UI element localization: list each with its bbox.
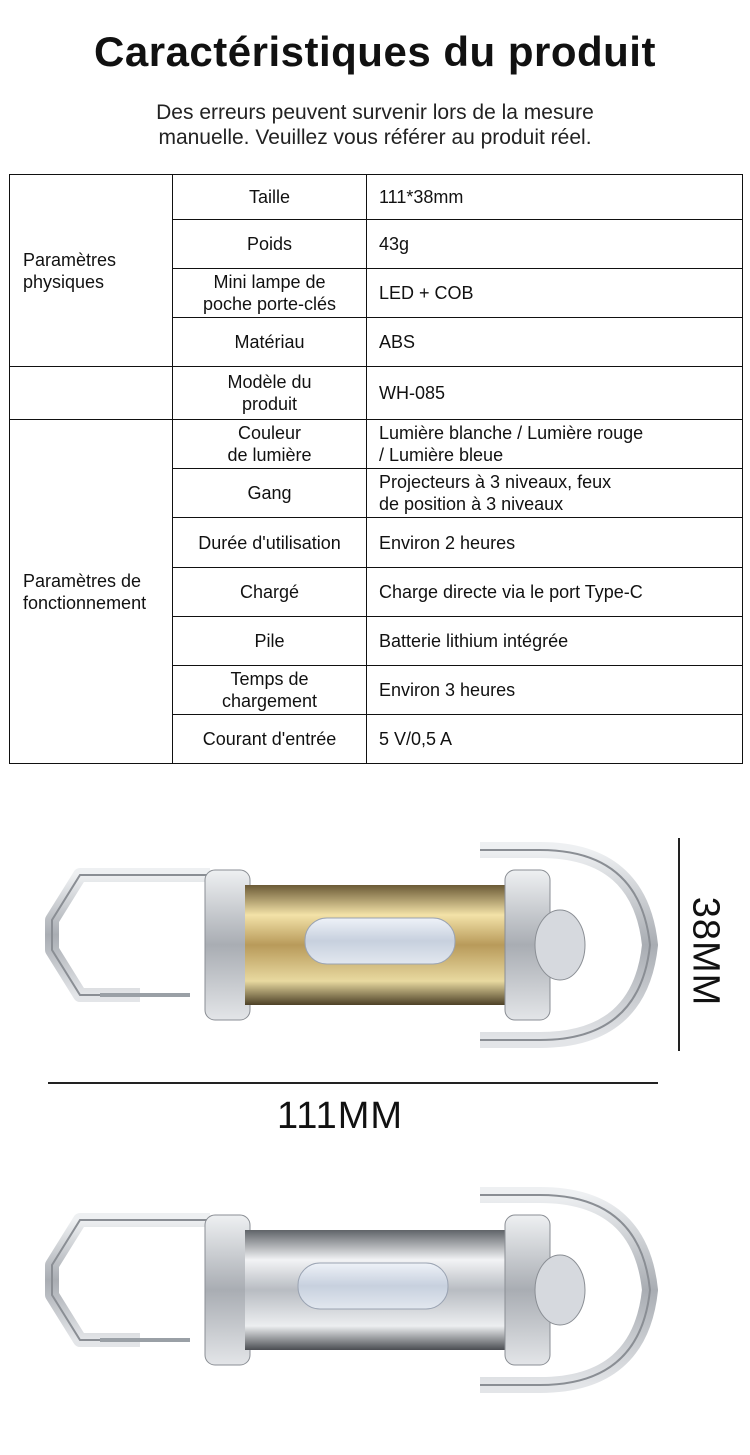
param-battery: Pile [173, 617, 367, 666]
param-charge-time [173, 666, 367, 715]
value-modes [367, 469, 743, 518]
lamp-left-cap [205, 1215, 250, 1365]
table-row [10, 420, 743, 469]
category-physical-parameters: Paramètres physiques [10, 175, 173, 367]
value-charge-time: Environ 3 heures [367, 666, 743, 715]
param-line: Mini lampe de [213, 272, 326, 292]
lamp-left-cap [205, 870, 250, 1020]
value-battery: Batterie lithium intégrée [367, 617, 743, 666]
table-row [10, 175, 743, 220]
carabiner-clip [52, 1220, 210, 1340]
disclaimer-line-1: Des erreurs peuvent survenir lors de la mesure [156, 101, 594, 124]
param-light-color [173, 420, 367, 469]
value-product-type: LED + COB [367, 269, 743, 318]
param-line: produit [241, 394, 298, 414]
value-input-current: 5 V/0,5 A [367, 715, 743, 764]
param-modes: Gang [173, 469, 367, 518]
category-empty [10, 367, 173, 420]
value-usage-time: Environ 2 heures [367, 518, 743, 568]
param-usage-time: Durée d'utilisation [173, 518, 367, 568]
page-title: Caractéristiques du produit [94, 28, 656, 75]
length-dimension-label: 111MM [276, 1095, 404, 1137]
value-line: Lumière blanche / Lumière rouge [379, 423, 644, 443]
param-line: chargement [221, 691, 318, 711]
value-size: 111*38mm [367, 175, 743, 220]
param-charging: Chargé [173, 568, 367, 617]
param-size: Taille [173, 175, 367, 220]
specifications-table [9, 174, 743, 764]
param-input-current: Courant d'entrée [173, 715, 367, 764]
silver-lamp-image [40, 1175, 680, 1415]
param-product-type [173, 269, 367, 318]
param-material: Matériau [173, 318, 367, 367]
length-dimension-line [48, 1082, 658, 1084]
value-charging: Charge directe via le port Type-C [367, 568, 743, 617]
height-dimension-line [678, 838, 680, 1051]
value-model: WH-085 [367, 367, 743, 420]
carabiner-clip [52, 875, 210, 995]
param-line: de lumière [227, 445, 312, 465]
value-material: ABS [367, 318, 743, 367]
table-row [10, 367, 743, 420]
gold-lamp-image [40, 830, 680, 1070]
param-line: Couleur [237, 423, 302, 443]
measurement-disclaimer [0, 100, 750, 150]
param-line: Temps de [230, 669, 309, 689]
param-weight: Poids [173, 220, 367, 269]
cob-light-panel [305, 918, 455, 964]
value-line: de position à 3 niveaux [379, 494, 564, 514]
value-line: / Lumière bleue [379, 445, 504, 465]
disclaimer-line-2: manuelle. Veuillez vous référer au produit réel. [158, 126, 592, 149]
value-line: Projecteurs à 3 niveaux, feux [379, 472, 612, 492]
cob-light-panel [298, 1263, 448, 1309]
param-model [173, 367, 367, 420]
param-line: poche porte-clés [202, 294, 337, 314]
value-light-color [367, 420, 743, 469]
category-operating-parameters: Paramètres de fonctionnement [10, 420, 173, 764]
param-line: Modèle du [227, 372, 312, 392]
value-weight: 43g [367, 220, 743, 269]
height-dimension-label: 38MM [684, 896, 727, 1007]
